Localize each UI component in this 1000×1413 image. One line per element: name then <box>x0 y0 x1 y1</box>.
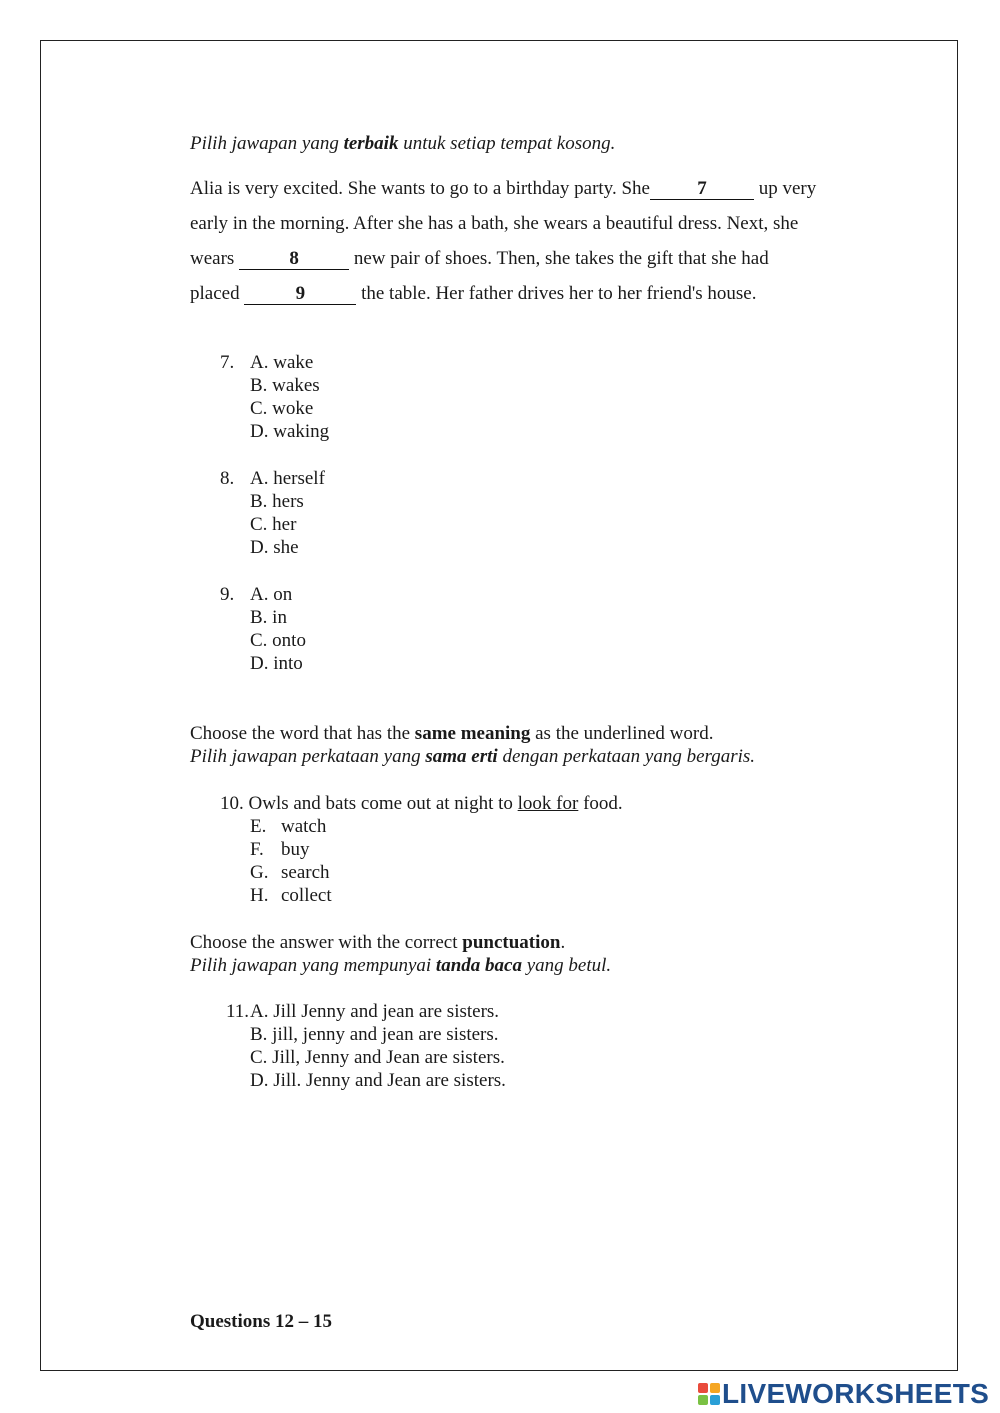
option-c[interactable]: C. woke <box>250 398 314 419</box>
option-d[interactable]: D. into <box>250 653 303 674</box>
passage-line-2: early in the morning. After she has a bath, she wears a beautiful dress. Next, she <box>190 213 799 234</box>
option-f[interactable]: F. buy <box>250 839 310 860</box>
blank-9[interactable]: 9 <box>244 284 356 305</box>
logo-square <box>698 1383 708 1393</box>
option-a[interactable]: A. wake <box>250 352 314 373</box>
logo-square <box>710 1395 720 1405</box>
option-e[interactable]: E. watch <box>250 816 327 837</box>
option-b[interactable]: B. hers <box>250 491 304 512</box>
question-stem: 10. Owls and bats come out at night to look for food. <box>220 793 623 814</box>
underlined-word: look for <box>517 793 579 814</box>
option-g[interactable]: G. search <box>250 862 330 883</box>
option-a[interactable]: A. herself <box>250 468 325 489</box>
section3-instruction-ms: Pilih jawapan yang mempunyai tanda baca yang betul. <box>190 955 612 976</box>
option-d[interactable]: D. waking <box>250 421 330 442</box>
option-a[interactable]: A. Jill Jenny and jean are sisters. <box>250 1001 500 1022</box>
option-c[interactable]: C. onto <box>250 630 306 651</box>
option-b[interactable]: B. in <box>250 607 287 628</box>
option-h[interactable]: H. collect <box>250 885 332 906</box>
section2-instruction-ms: Pilih jawapan perkataan yang sama erti dengan perkataan yang bergaris. <box>190 746 756 767</box>
option-c[interactable]: C. Jill, Jenny and Jean are sisters. <box>250 1047 505 1068</box>
passage-line-4: placed 9 the table. Her father drives her to her friend's house. <box>190 283 757 304</box>
option-a[interactable]: A. on <box>250 584 293 605</box>
question-number: 9. <box>220 584 235 605</box>
section2-instruction-en: Choose the word that has the same meaning as the underlined word. <box>190 723 714 744</box>
logo-square <box>698 1395 708 1405</box>
logo-square <box>710 1383 720 1393</box>
option-d[interactable]: D. Jill. Jenny and Jean are sisters. <box>250 1070 506 1091</box>
section1-instruction: Pilih jawapan yang terbaik untuk setiap tempat kosong. <box>190 133 616 154</box>
question-number: 11. <box>226 1001 250 1022</box>
section3-instruction-en: Choose the answer with the correct punctuation. <box>190 932 566 953</box>
blank-8[interactable]: 8 <box>239 249 349 270</box>
option-b[interactable]: B. wakes <box>250 375 320 396</box>
questions-range-heading: Questions 12 – 15 <box>190 1311 332 1332</box>
passage-line-3: wears 8 new pair of shoes. Then, she takes the gift that she had <box>190 248 769 269</box>
option-c[interactable]: C. her <box>250 514 297 535</box>
page-border <box>40 40 958 1371</box>
liveworksheets-watermark <box>698 1378 989 1410</box>
passage-line-1: Alia is very excited. She wants to go to a birthday party. She 7 up very <box>190 178 817 199</box>
liveworksheets-logo-icon <box>698 1383 720 1405</box>
option-d[interactable]: D. she <box>250 537 299 558</box>
watermark-text: LIVEWORKSHEETS <box>722 1378 990 1409</box>
option-b[interactable]: B. jill, jenny and jean are sisters. <box>250 1024 499 1045</box>
question-number: 7. <box>220 352 235 373</box>
blank-7[interactable]: 7 <box>650 179 754 200</box>
question-number: 8. <box>220 468 235 489</box>
